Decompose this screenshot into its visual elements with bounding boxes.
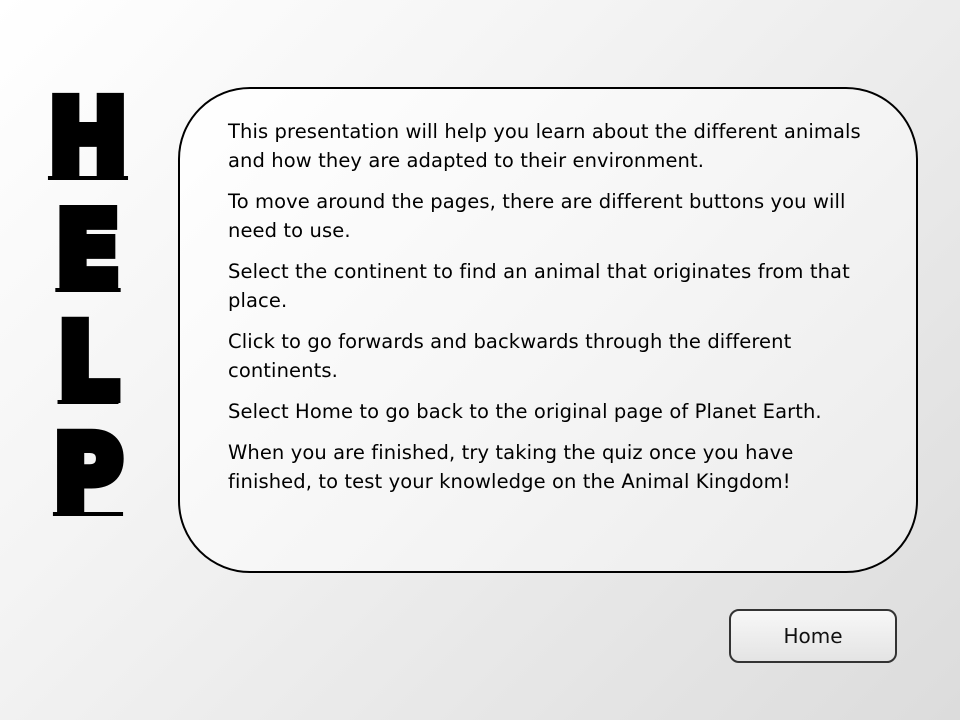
title-letter-p: P	[52, 413, 124, 535]
title-letter-l: L	[57, 301, 119, 423]
help-paragraph-navigation: Click to go forwards and backwards through the different continents.	[228, 330, 792, 382]
home-button[interactable]	[729, 609, 897, 663]
help-paragraph-quiz: When you are finished, try taking the quiz once you have finished, to test your knowledge on the Animal Kingdom!	[228, 441, 794, 493]
help-info-box	[178, 87, 918, 573]
help-paragraph-home: Select Home to go back to the original page of Planet Earth.	[228, 400, 822, 423]
title-letter-e: E	[55, 189, 121, 311]
help-paragraph-buttons: To move around the pages, there are different buttons you will need to use.	[228, 190, 846, 242]
help-paragraph-continent: Select the continent to find an animal that originates from that place.	[228, 260, 850, 312]
help-title	[38, 77, 138, 536]
help-paragraph-intro: This presentation will help you learn about the different animals and how they are adapted to their environment.	[228, 120, 861, 172]
title-letter-h: H	[47, 77, 129, 199]
home-button-label: Home	[783, 624, 843, 648]
